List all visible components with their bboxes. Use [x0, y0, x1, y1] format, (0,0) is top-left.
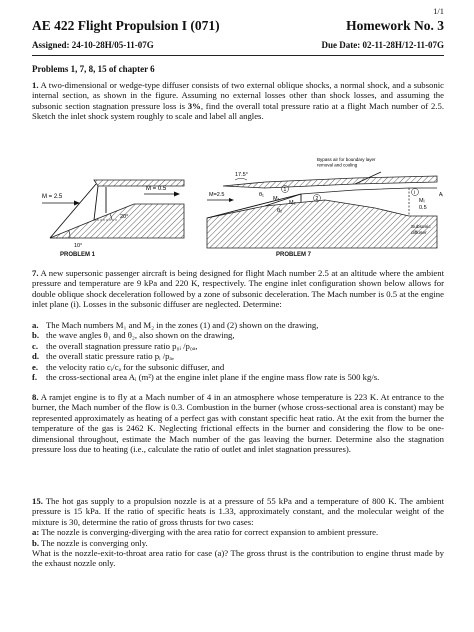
- problem-7-items: [32, 320, 444, 382]
- dates-row: [32, 40, 444, 50]
- fig7-bypass-label-2: removal and cooling: [317, 162, 358, 168]
- fig1-angle-20: 20°: [120, 214, 129, 220]
- problem-1-text-a: A two-dimensional or wedge-type diffuser consists of two external oblique shocks, a normal shock, and a subsonic internal section, as shown in the figure. Assuming no external losses other than shock losses, and assuming the subsonic section stagnation pressure loss is: [32, 80, 444, 111]
- fig7-zone-i: i: [414, 190, 416, 196]
- fig7-theta1: θ₁: [259, 192, 264, 198]
- list-item: b. the wave angles θ₁ and θ₂, also shown on the drawing,: [32, 330, 235, 341]
- fig7-theta2: θ₂: [277, 208, 283, 214]
- problem-1: [32, 80, 444, 122]
- problem-15-text: The hot gas supply to a propulsion nozzle is at a pressure of 55 kPa and a temperature of 800 K. The ambient pressure is 15 kPa. If the ratio of specific heats is 1.33, approximately constant, and the molecular weight of the mixture is 30, determine the ratio of gross thrusts for two cases:: [32, 496, 444, 527]
- fig1-angle-10: 10°: [74, 243, 83, 249]
- fig7-mach-inf: M=2.5: [209, 192, 225, 198]
- fig1-mach-inf: M = 2.5: [42, 194, 63, 200]
- problem-7: [32, 268, 444, 310]
- fig7-zone-2: 2: [315, 196, 319, 202]
- list-item: a. The Mach numbers M₁ and M₂ in the zones (1) and (2) shown on the drawing,: [32, 320, 319, 330]
- problem-8-number: 8.: [32, 392, 39, 402]
- assigned-date: Assigned: 24-10-28H/05-11-07G: [32, 40, 154, 50]
- problem-7-number: 7.: [32, 268, 39, 278]
- page-number: 1/1: [433, 6, 444, 16]
- header-rule: [32, 55, 444, 56]
- problem-15-a-text: The nozzle is converging-diverging with the area ratio for correct expansion to ambient pressure.: [41, 527, 379, 538]
- homework-title: Homework No. 3: [346, 18, 444, 33]
- problem-8-text: A ramjet engine is to fly at a Mach number of 4 in an atmosphere whose temperature is 223 K. At entrance to the burner, the Mach number of the flow is 0.3. Combustion in the burner (whose cross-sectional area is constant) may be represented approximately as heating of a perfect gas with constant specific heat ratio. At the exit from the burner the temperature of the gas is 2462 K. Neglecting frictional effects in the burner and considering the flow to be one-dimensional throughout, estimate the Mach number of the gas leaving the burner. Determine also the stagnation pressure loss due to heating (i.e., calculate the ratio of outlet and inlet stagnation pressures).: [32, 392, 444, 455]
- fig7-subsonic: Subsonic: [411, 225, 431, 230]
- title-row: [32, 18, 444, 34]
- due-date: Due Date: 02-11-28H/12-11-07G: [321, 40, 444, 50]
- list-item: f. the cross-sectional area Aᵢ (m²) at the engine inlet plane if the engine mass flow rate is 500 kg/s.: [32, 372, 380, 383]
- problem-7-figure: [205, 156, 445, 256]
- problem-1-text-b: , find the overall total pressure ratio at a flight Mach number of 2.5. Sketch the inlet shock system roughly to scale and label all angles.: [32, 100, 444, 122]
- list-item: c. the overall stagnation pressure ratio p₀ᵢ /p₀ₐ,: [32, 340, 198, 351]
- compression-wedge: [50, 204, 184, 238]
- problem-15-closing: What is the nozzle-exit-to-throat area ratio for case (a)? The gross thrust is the contribution to engine thrust made by the exhaust nozzle only.: [32, 548, 444, 569]
- inlet-ramp: [207, 200, 437, 248]
- fig7-mi: Mᵢ: [419, 198, 425, 204]
- fig7-m2: M₂: [289, 200, 296, 206]
- fig7-ai: Aᵢ: [439, 192, 444, 198]
- problem-15-b-text: The nozzle is converging only.: [41, 537, 148, 548]
- cowl-lip: [94, 180, 184, 186]
- fig7-m1: M₁: [273, 196, 280, 202]
- problem-7-text: A new supersonic passenger aircraft is being designed for flight Mach number 2.5 at an altitude where the ambient pressure and temperature are 9 kPa and 220 K, respectively. The engine inlet configuration shown below allows for double oblique shock deceleration followed by a zone of subsonic deceleration. The Mach number is 0.5 at the engine inlet plane (i). Losses in the subsonic diffuser are neglected. Determine:: [32, 268, 444, 310]
- problem-7-caption: PROBLEM 7: [276, 252, 312, 258]
- problem-1-figure: [34, 158, 204, 250]
- problem-15-b-label: b.: [32, 537, 40, 548]
- problem-1-caption: PROBLEM 1: [60, 252, 96, 258]
- fig1-mach-exit: M = 0.5: [146, 186, 167, 192]
- outer-cowl: [223, 176, 437, 188]
- course-title: AE 422 Flight Propulsion I (071): [32, 18, 220, 33]
- fig7-zone-1: 1: [283, 187, 287, 193]
- problem-15-a-label: a:: [32, 527, 40, 538]
- fig7-angle-label: 17.5°: [235, 172, 248, 178]
- problem-1-loss: 3%: [187, 100, 201, 111]
- problem-15: [32, 496, 444, 569]
- problems-heading: Problems 1, 7, 8, 15 of chapter 6: [32, 64, 155, 74]
- fig7-mi-value: 0.5: [419, 205, 427, 211]
- problem-15-number: 15.: [32, 496, 43, 506]
- problem-1-number: 1.: [32, 80, 39, 90]
- oblique-shock-2: [94, 186, 98, 220]
- list-item: e. the velocity ratio cᵢ/cₐ for the subsonic diffuser, and: [32, 361, 225, 372]
- fig7-bypass-label: Bypass air for boundary layer: [317, 157, 376, 162]
- fig7-diffuser: diffuser: [411, 231, 427, 236]
- list-item: d. the overall static pressure ratio pᵢ /pₐ,: [32, 351, 175, 362]
- problem-8: [32, 392, 444, 454]
